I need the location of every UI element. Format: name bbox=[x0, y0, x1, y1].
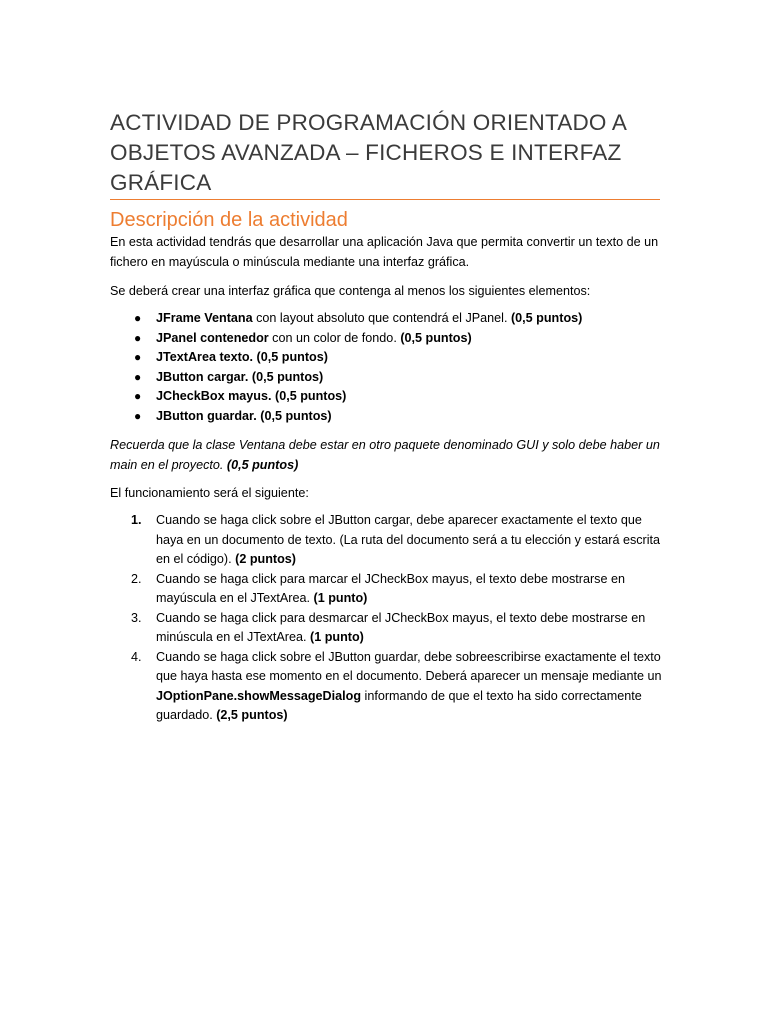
step-bold-text: JOptionPane.showMessageDialog bbox=[156, 688, 362, 703]
step-points: (1 punto) bbox=[313, 591, 368, 605]
item-bold: JButton guardar. (0,5 puntos) bbox=[156, 408, 332, 423]
item-text: con layout absoluto que contendrá el JPanel. bbox=[252, 311, 511, 325]
section-heading: Descripción de la actividad bbox=[110, 209, 348, 231]
step-number: 3. bbox=[131, 610, 142, 625]
bullet-icon: ● bbox=[134, 389, 142, 403]
step-number: 4. bbox=[131, 649, 142, 664]
list-item bbox=[110, 609, 662, 648]
step-text: Cuando se haga click sobre el JButton guardar, debe sobreescribirse exactamente el texto que haya hasta ese momento en el documento. Deberá aparecer un mensaje mediante un bbox=[156, 649, 662, 683]
item-bold: JCheckBox mayus. (0,5 puntos) bbox=[156, 389, 347, 403]
step-text-continued: informando de que el texto ha sido correctamente guardado. bbox=[156, 688, 642, 722]
list-item bbox=[110, 387, 662, 407]
bullet-icon: ● bbox=[134, 408, 142, 423]
step-text: Cuando se haga click para marcar el JCheckBox mayus, el texto debe mostrarse en mayúscula en el JTextArea. bbox=[156, 571, 625, 605]
list-item bbox=[110, 648, 662, 726]
item-points: (0,5 puntos) bbox=[510, 311, 583, 325]
bullet-icon: ● bbox=[134, 369, 142, 384]
item-points: (0,5 puntos) bbox=[400, 330, 472, 345]
list-item bbox=[110, 511, 662, 570]
step-points: (2,5 puntos) bbox=[216, 708, 288, 722]
item-bold: JTextArea texto. (0,5 puntos) bbox=[156, 350, 328, 364]
bullet-icon: ● bbox=[134, 350, 142, 364]
step-text: Cuando se haga click para desmarcar el JCheckBox mayus, el texto debe mostrarse en minúscula en el JTextArea. bbox=[156, 610, 646, 644]
title-underline bbox=[110, 199, 660, 200]
step-points: (2 puntos) bbox=[235, 552, 296, 566]
step-text: Cuando se haga click sobre el JButton cargar, debe aparecer exactamente el texto que haya en un documento de texto. (La ruta del documento será a tu elección y estará escrita en el código). bbox=[156, 513, 661, 566]
bullet-icon: ● bbox=[134, 330, 142, 345]
steps-list bbox=[110, 511, 662, 726]
list-item bbox=[110, 407, 662, 427]
note-text: Recuerda que la clase Ventana debe estar en otro paquete denominado GUI y solo debe haber un main en el proyecto. bbox=[110, 438, 660, 472]
note-points: (0,5 puntos) bbox=[226, 457, 299, 472]
item-bold: JPanel contenedor bbox=[156, 330, 269, 345]
step-number: 2. bbox=[131, 571, 142, 586]
step-points: (1 punto) bbox=[310, 630, 364, 644]
list-item bbox=[110, 309, 662, 329]
item-bold: JFrame Ventana bbox=[156, 311, 253, 325]
step-number: 1. bbox=[131, 513, 142, 527]
list-item bbox=[110, 329, 662, 349]
list-item bbox=[110, 570, 662, 609]
operation-intro-paragraph: El funcionamiento será el siguiente: bbox=[110, 486, 309, 500]
item-text: con un color de fondo. bbox=[268, 330, 401, 345]
note-paragraph bbox=[110, 436, 662, 475]
elements-intro-paragraph: Se deberá crear una interfaz gráfica que contenga al menos los siguientes elementos: bbox=[110, 284, 591, 298]
elements-list bbox=[110, 309, 662, 426]
document-title: ACTIVIDAD DE PROGRAMACIÓN ORIENTADO A OBJETOS AVANZADA – FICHEROS E INTERFAZ GRÁFICA bbox=[110, 110, 626, 195]
list-item bbox=[110, 348, 662, 368]
list-item bbox=[110, 368, 662, 388]
intro-paragraph: En esta actividad tendrás que desarrollar una aplicación Java que permita convertir un texto de un fichero en mayúscula o minúscula mediante una interfaz gráfica. bbox=[110, 235, 659, 269]
bullet-icon: ● bbox=[134, 311, 142, 325]
item-bold: JButton cargar. (0,5 puntos) bbox=[156, 369, 324, 384]
